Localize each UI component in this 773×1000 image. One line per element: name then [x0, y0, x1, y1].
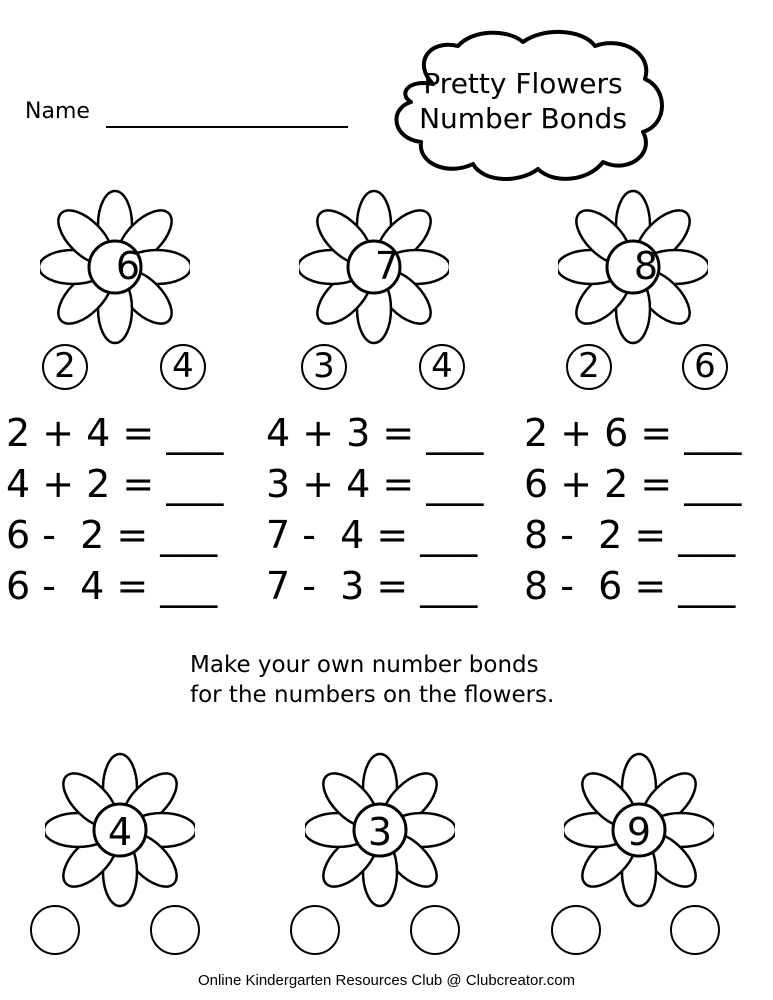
equation[interactable]: 2 + 6 = ___: [524, 411, 742, 455]
equation[interactable]: 3 + 4 = ___: [266, 462, 484, 506]
footer-credit: Online Kindergarten Resources Club @ Clubcreator.com: [197, 972, 576, 989]
flower-center-number: 9: [626, 810, 652, 854]
bond-part-circle: 4: [419, 344, 465, 390]
equation[interactable]: 6 + 2 = ___: [524, 462, 742, 506]
flower-center-number: 6: [115, 244, 141, 288]
bond-part-circle: 2: [42, 344, 88, 390]
name-write-line[interactable]: [106, 126, 348, 128]
instructions: [190, 650, 554, 710]
flower-center-number: 3: [367, 810, 393, 854]
worksheet-title: [392, 66, 654, 136]
equation[interactable]: 8 - 2 = ___: [524, 513, 736, 557]
equation[interactable]: 4 + 3 = ___: [266, 411, 484, 455]
bond-part-circle: 4: [160, 344, 206, 390]
title-line-2: Number Bonds: [419, 102, 627, 135]
empty-bond-circle[interactable]: [150, 905, 200, 955]
equation[interactable]: 6 - 4 = ___: [6, 564, 218, 608]
flower-center-number: 8: [633, 244, 659, 288]
equation[interactable]: 7 - 3 = ___: [266, 564, 478, 608]
name-label: Name: [25, 99, 90, 124]
equation[interactable]: 6 - 2 = ___: [6, 513, 218, 557]
empty-bond-circle[interactable]: [30, 905, 80, 955]
equation[interactable]: 2 + 4 = ___: [6, 411, 224, 455]
empty-bond-circle[interactable]: [670, 905, 720, 955]
title-line-1: Pretty Flowers: [423, 67, 623, 100]
equation[interactable]: 8 - 6 = ___: [524, 564, 736, 608]
empty-bond-circle[interactable]: [410, 905, 460, 955]
flower-center-number: 7: [374, 244, 400, 288]
bond-part-circle: 3: [301, 344, 347, 390]
equation[interactable]: 4 + 2 = ___: [6, 462, 224, 506]
empty-bond-circle[interactable]: [551, 905, 601, 955]
bond-part-circle: 2: [566, 344, 612, 390]
equation[interactable]: 7 - 4 = ___: [266, 513, 478, 557]
instructions-line-2: for the numbers on the flowers.: [190, 682, 555, 708]
flower-center-number: 4: [107, 810, 133, 854]
bond-part-circle: 6: [682, 344, 728, 390]
empty-bond-circle[interactable]: [290, 905, 340, 955]
instructions-line-1: Make your own number bonds: [190, 652, 539, 678]
